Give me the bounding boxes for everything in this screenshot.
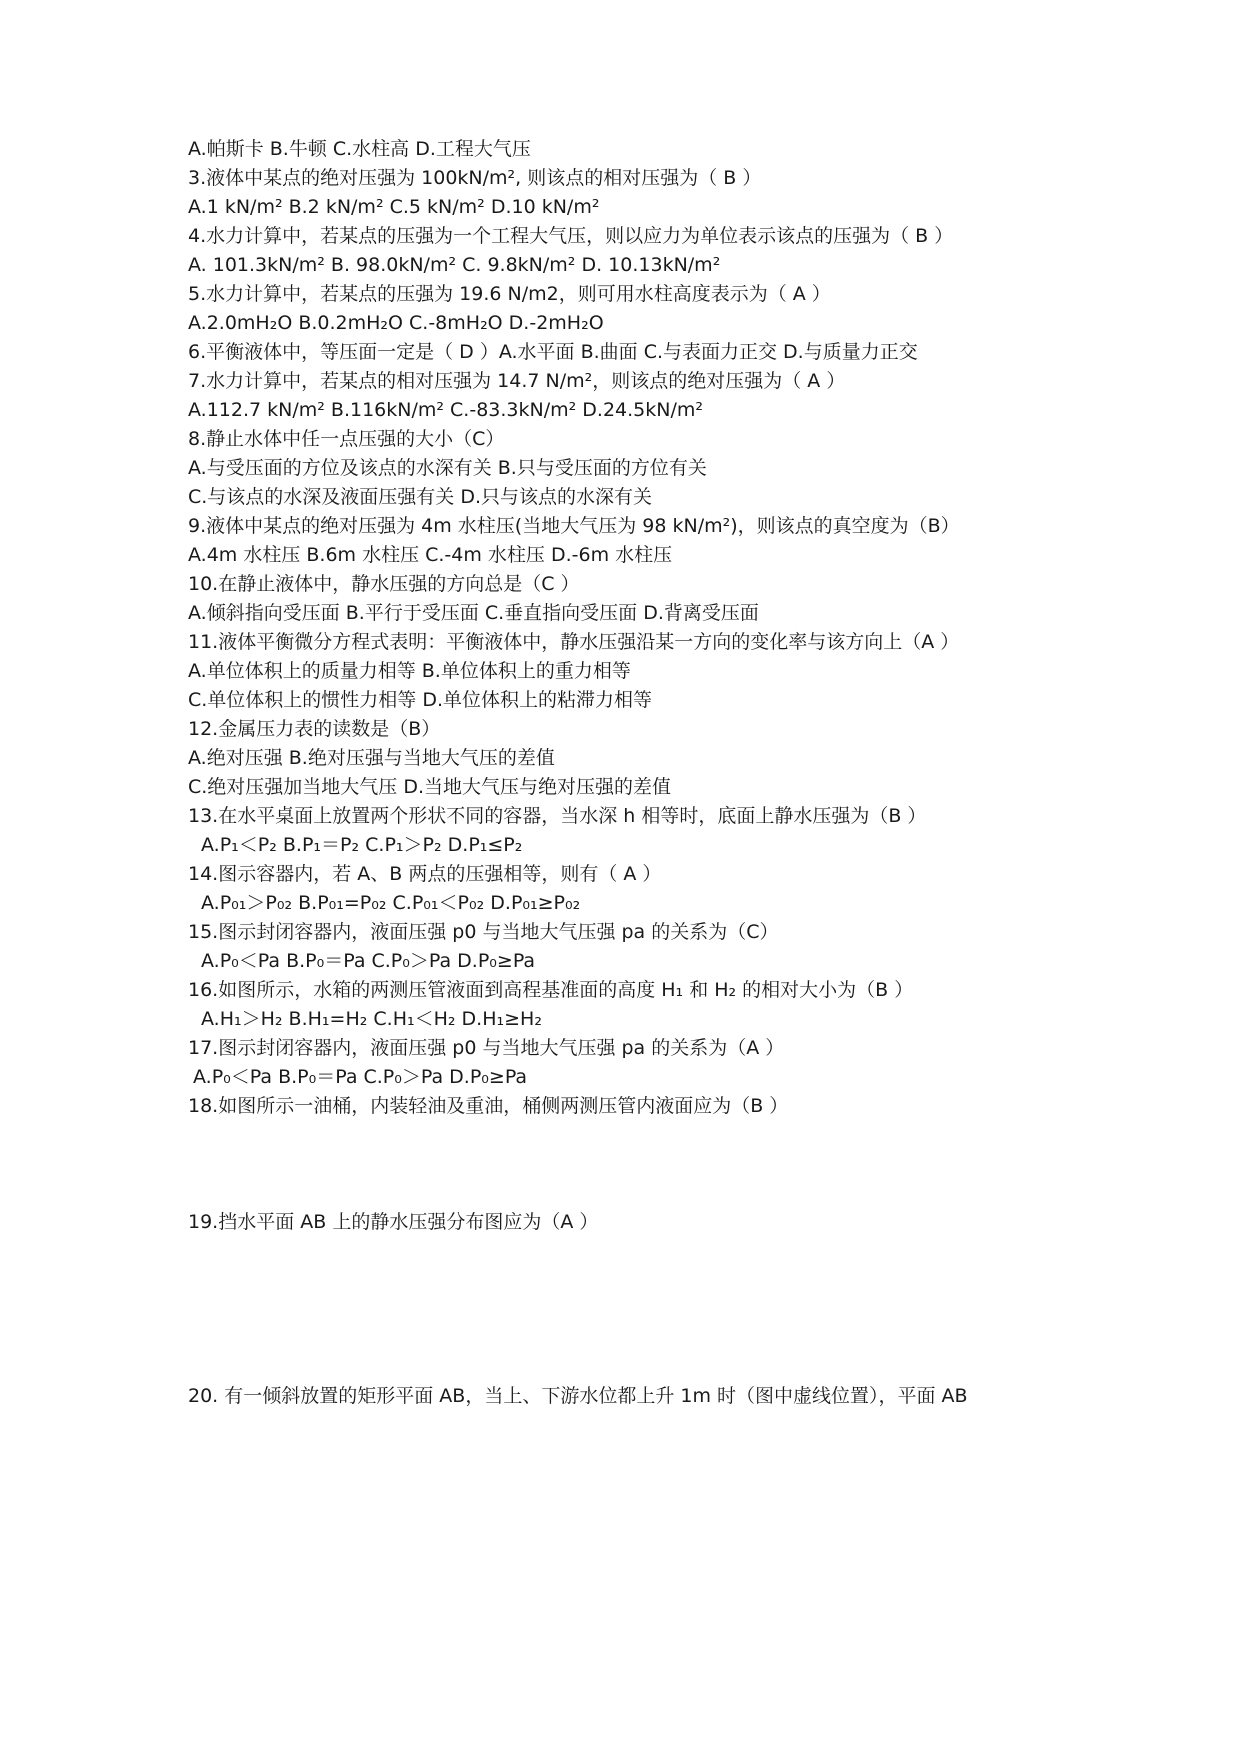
- text-line: A.帕斯卡 B.牛顿 C.水柱高 D.工程大气压: [188, 138, 531, 160]
- text-line: C.与该点的水深及液面压强有关 D.只与该点的水深有关: [188, 486, 653, 508]
- text-line: A.单位体积上的质量力相等 B.单位体积上的重力相等: [188, 660, 631, 682]
- text-line: A.2.0mH₂O B.0.2mH₂O C.-8mH₂O D.-2mH₂O: [188, 312, 604, 334]
- text-line: 5.水力计算中，若某点的压强为 19.6 N/m2，则可用水柱高度表示为（ A ）: [188, 283, 831, 305]
- text-line: A.倾斜指向受压面 B.平行于受压面 C.垂直指向受压面 D.背离受压面: [188, 602, 759, 624]
- text-line: 19.挡水平面 AB 上的静水压强分布图应为（A ）: [188, 1211, 599, 1233]
- text-line: A.P₀₁＞P₀₂ B.P₀₁=P₀₂ C.P₀₁＜P₀₂ D.P₀₁≥P₀₂: [201, 892, 581, 914]
- text-line: 9.液体中某点的绝对压强为 4m 水柱压(当地大气压为 98 kN/m²)，则该点的真空度为（B）: [188, 515, 960, 537]
- text-line: 8.静止水体中任一点压强的大小（C）: [188, 428, 505, 450]
- text-line: 17.图示封闭容器内，液面压强 p0 与当地大气压强 pa 的关系为（A ）: [188, 1037, 785, 1059]
- text-line: A.与受压面的方位及该点的水深有关 B.只与受压面的方位有关: [188, 457, 707, 479]
- text-line: 18.如图所示一油桶，内装轻油及重油，桶侧两测压管内液面应为（B ）: [188, 1095, 789, 1117]
- text-line: A.1 kN/m² B.2 kN/m² C.5 kN/m² D.10 kN/m²: [188, 196, 600, 218]
- text-line: 13.在水平桌面上放置两个形状不同的容器，当水深 h 相等时，底面上静水压强为（B ）: [188, 805, 927, 827]
- text-line: 16.如图所示，水箱的两测压管液面到高程基准面的高度 H₁ 和 H₂ 的相对大小为（B ）: [188, 979, 914, 1001]
- text-line: A.P₀＜Pa B.P₀＝Pa C.P₀＞Pa D.P₀≥Pa: [201, 950, 536, 972]
- text-line: A.4m 水柱压 B.6m 水柱压 C.-4m 水柱压 D.-6m 水柱压: [188, 544, 673, 566]
- text-line: A.112.7 kN/m² B.116kN/m² C.-83.3kN/m² D.24.5kN/m²: [188, 399, 704, 421]
- text-line: 14.图示容器内，若 A、B 两点的压强相等，则有（ A ）: [188, 863, 662, 885]
- text-line: C.绝对压强加当地大气压 D.当地大气压与绝对压强的差值: [188, 776, 672, 798]
- text-line: A.P₁＜P₂ B.P₁＝P₂ C.P₁＞P₂ D.P₁≤P₂: [201, 834, 523, 856]
- text-line: A.绝对压强 B.绝对压强与当地大气压的差值: [188, 747, 555, 769]
- text-line: C.单位体积上的惯性力相等 D.单位体积上的粘滞力相等: [188, 689, 653, 711]
- text-line: 10.在静止液体中，静水压强的方向总是（C ）: [188, 573, 580, 595]
- text-line: 6.平衡液体中，等压面一定是（ D ）A.水平面 B.曲面 C.与表面力正交 D.与质量力正交: [188, 341, 918, 363]
- text-line: 3.液体中某点的绝对压强为 100kN/m², 则该点的相对压强为（ B ）: [188, 167, 762, 189]
- text-line: 7.水力计算中，若某点的相对压强为 14.7 N/m²，则该点的绝对压强为（ A ）: [188, 370, 846, 392]
- text-line: 15.图示封闭容器内，液面压强 p0 与当地大气压强 pa 的关系为（C）: [188, 921, 779, 943]
- text-line: 20. 有一倾斜放置的矩形平面 AB，当上、下游水位都上升 1m 时（图中虚线位置），平面 AB: [188, 1385, 968, 1407]
- text-line: 11.液体平衡微分方程式表明：平衡液体中，静水压强沿某一方向的变化率与该方向上（A ）: [188, 631, 960, 653]
- text-line: 12.金属压力表的读数是（B）: [188, 718, 441, 740]
- text-line: 4.水力计算中，若某点的压强为一个工程大气压，则以应力为单位表示该点的压强为（ B ）: [188, 225, 954, 247]
- text-line: A. 101.3kN/m² B. 98.0kN/m² C. 9.8kN/m² D. 10.13kN/m²: [188, 254, 721, 276]
- text-line: A.P₀＜Pa B.P₀＝Pa C.P₀＞Pa D.P₀≥Pa: [193, 1066, 528, 1088]
- text-line: A.H₁＞H₂ B.H₁=H₂ C.H₁＜H₂ D.H₁≥H₂: [201, 1008, 542, 1030]
